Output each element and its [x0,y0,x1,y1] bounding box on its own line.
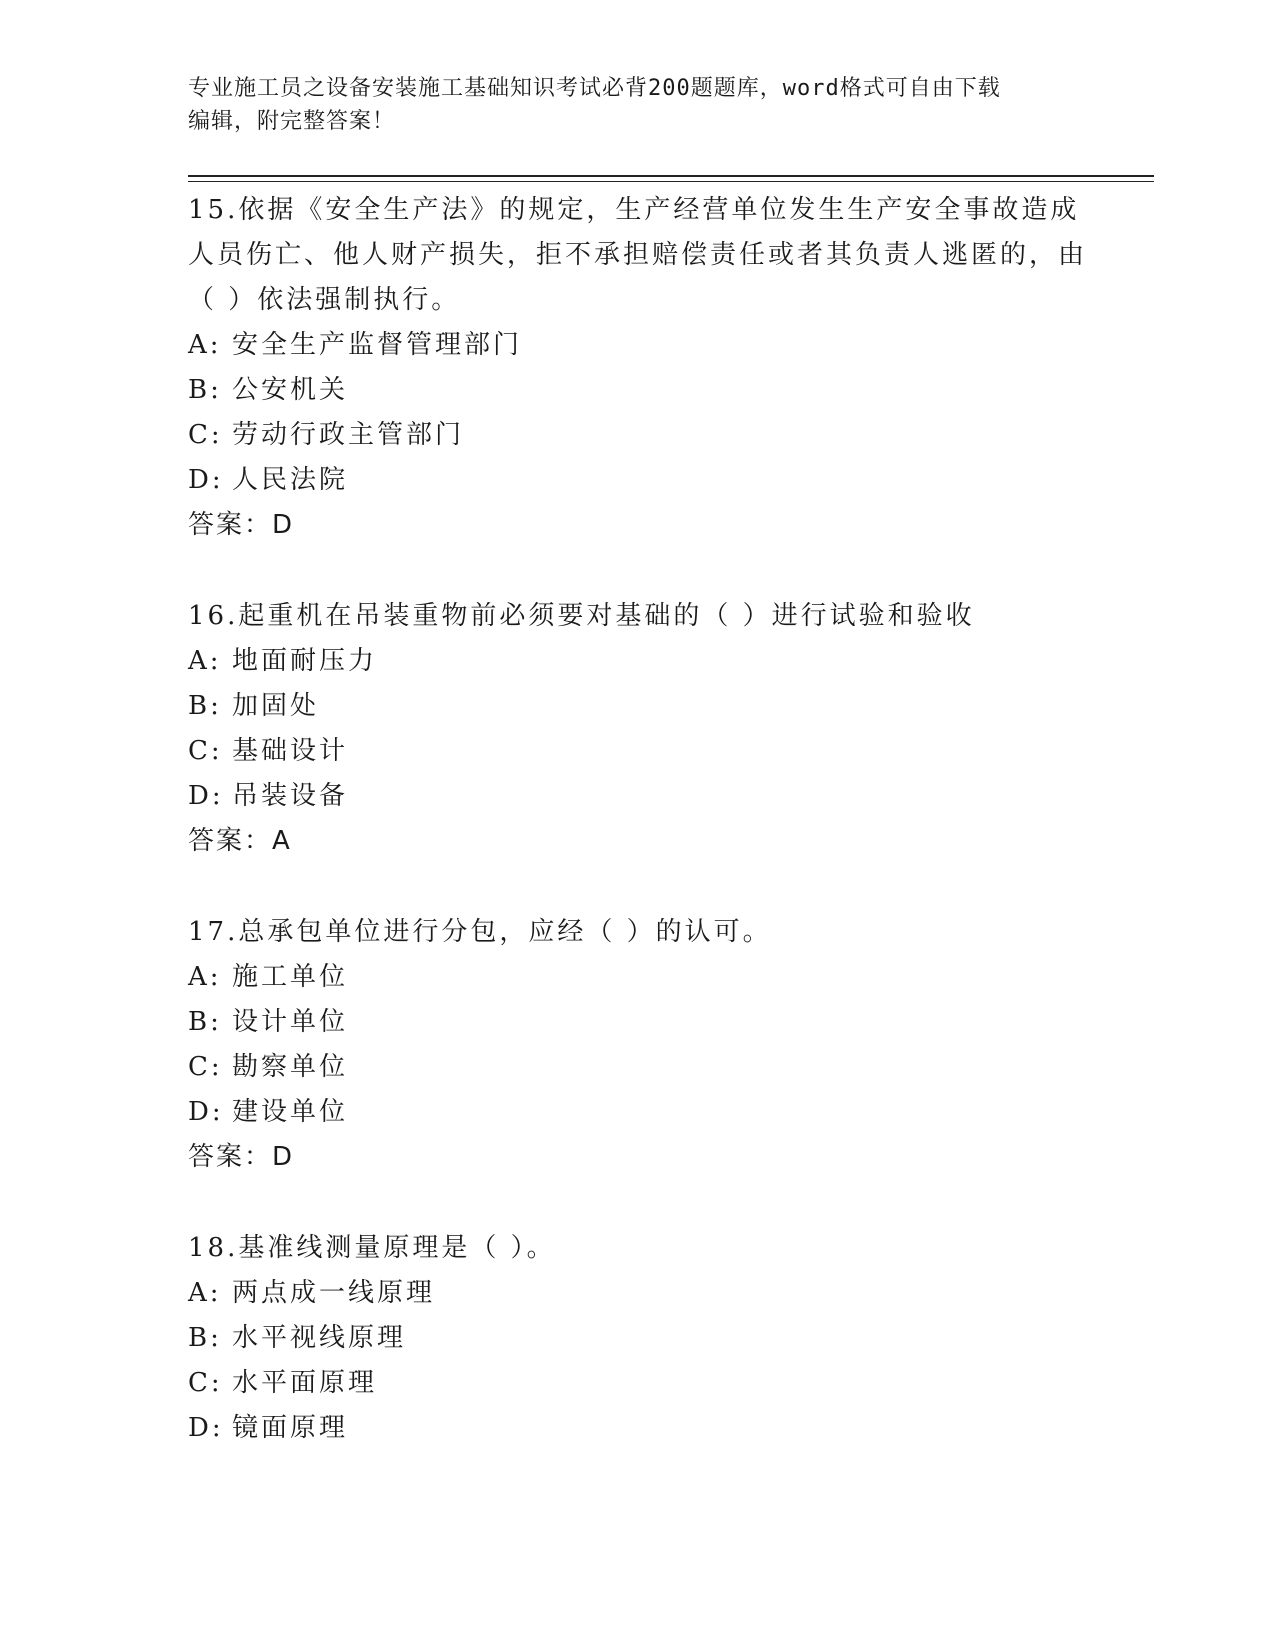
question-text: 16.起重机在吊装重物前必须要对基础的（ ）进行试验和验收 [188,601,975,631]
option-d [188,774,1148,819]
option-text: 地面耐压力 [232,646,378,676]
option-d [188,1090,1148,1135]
answer-label: 答案：D [188,1142,295,1172]
header-divider-thick [188,175,1154,177]
question-18 [188,1226,1148,1451]
question-15 [188,188,1148,548]
option-b [188,684,1148,729]
question-16 [188,594,1148,864]
question-text: 17.总承包单位进行分包，应经（ ）的认可。 [188,917,772,947]
answer-label: 答案：D [188,510,295,540]
option-text: 人民法院 [232,465,349,495]
option-text: 吊装设备 [232,781,349,811]
option-a [188,639,1148,684]
header-divider-thin [188,181,1154,182]
option-letter: B: [188,1323,222,1353]
option-b [188,368,1148,413]
option-text: 施工单位 [232,962,349,992]
option-letter: D: [188,781,224,811]
option-letter: C: [188,736,223,766]
document-header [188,72,1088,138]
option-letter: D: [188,465,224,495]
question-17 [188,910,1148,1180]
option-text: 设计单位 [232,1007,349,1037]
option-text: 公安机关 [232,375,349,405]
option-c [188,729,1148,774]
option-letter: C: [188,1052,223,1082]
option-letter: D: [188,1097,224,1127]
option-text: 建设单位 [232,1097,349,1127]
header-line-2: 编辑，附完整答案！ [188,109,396,134]
option-text: 勘察单位 [232,1052,349,1082]
option-b [188,1316,1148,1361]
option-letter: C: [188,420,223,450]
option-letter: A: [188,1278,222,1308]
option-letter: A: [188,646,222,676]
option-text: 安全生产监督管理部门 [232,330,523,360]
option-a [188,323,1148,368]
option-b [188,1000,1148,1045]
answer-label: 答案：A [188,826,292,856]
option-text: 基础设计 [232,736,349,766]
option-a [188,955,1148,1000]
option-text: 水平视线原理 [232,1323,407,1353]
question-list [188,188,1148,1497]
option-text: 劳动行政主管部门 [232,420,465,450]
question-text: 15.依据《安全生产法》的规定，生产经营单位发生生产安全事故造成人员伤亡、他人财产损失，拒不承担赔偿责任或者其负责人逃匿的，由（ ）依法强制执行。 [188,195,1088,315]
option-text: 镜面原理 [232,1413,349,1443]
option-letter: B: [188,1007,222,1037]
option-letter: D: [188,1413,224,1443]
option-c [188,1361,1148,1406]
question-text: 18.基准线测量原理是（ ）。 [188,1233,556,1263]
option-d [188,1406,1148,1451]
option-c [188,1045,1148,1090]
option-letter: B: [188,375,222,405]
option-letter: A: [188,962,222,992]
option-letter: B: [188,691,222,721]
option-text: 两点成一线原理 [232,1278,436,1308]
header-line-1: 专业施工员之设备安装施工基础知识考试必背200题题库，word格式可自由下载 [188,76,1001,101]
option-a [188,1271,1148,1316]
option-letter: A: [188,330,222,360]
option-d [188,458,1148,503]
option-letter: C: [188,1368,223,1398]
option-text: 加固处 [232,691,320,721]
option-c [188,413,1148,458]
option-text: 水平面原理 [232,1368,378,1398]
